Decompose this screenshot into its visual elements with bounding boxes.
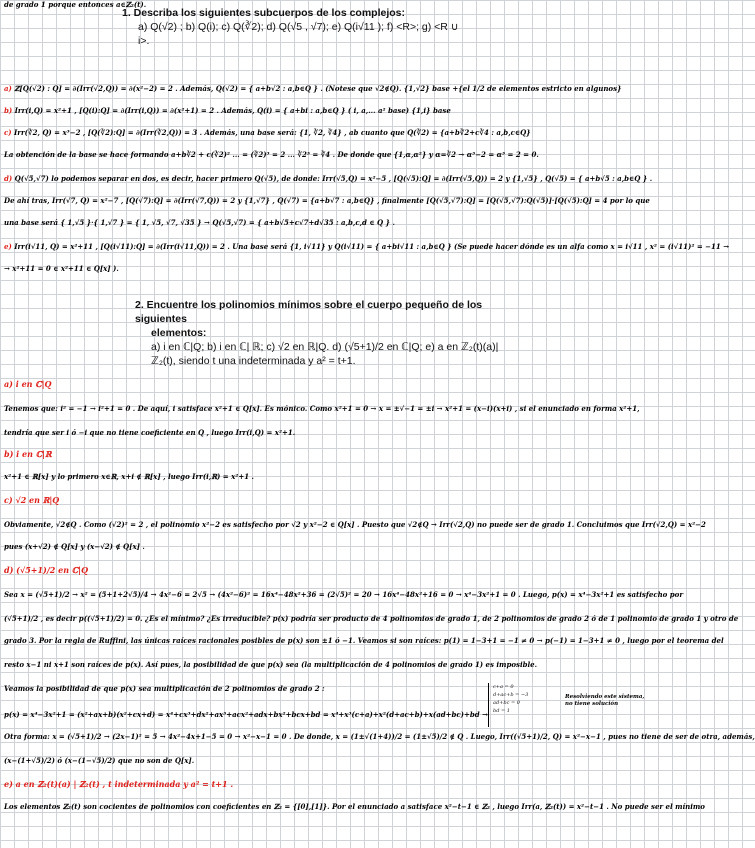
answer-line <box>4 780 652 789</box>
answer-text: resto x−1 ni x+1 son raíces de p(x). Así pues, la posibilidad de que p(x) sea (la multiplicación de 4 polinomios de grado 1) es imposible. <box>4 660 538 669</box>
answer-label: c) <box>4 495 13 505</box>
question-1-items: a) Q(√2) ; b) Q(i); c) Q(∛2); d) Q(√5 , √7); e) Q(i√11 ); f) <R>; g) <R ∪ <box>138 21 459 33</box>
answer-line <box>4 128 652 137</box>
question-2-title: 2. Encuentre los polinomios mínimos sobre el cuerpo pequeño de los siguientes <box>135 299 483 325</box>
answer-line <box>4 566 652 575</box>
question-2-items: a) i en ℂ|Q; b) i en ℂ| ℝ; c) √2 en ℝ|Q. d) (√5+1)/2 en ℂ|Q; e) a en ℤ₂(t)(a)| <box>151 341 499 353</box>
question-2 <box>135 298 535 368</box>
equation-system <box>488 683 558 727</box>
equation-line: bd = 1 <box>493 708 510 714</box>
answer-line <box>4 84 652 93</box>
answer-line <box>4 802 705 811</box>
answer-text: → x²+11 = 0 ∈ x²+11 ∈ Q[x] ). <box>4 264 119 273</box>
answer-line <box>4 450 652 459</box>
answer-line <box>4 542 652 551</box>
answer-text: La obtención de la base se hace formando a+b∛2 + c(∛2)² ... = (∛2)³ = 2 ... ∛2³ = ∛4 . De donde que {1,α,α²} y α=∛2 → α³−2 = α³ = 2 = 0. <box>4 150 539 159</box>
answer-label: b) <box>4 449 14 459</box>
answer-text: x²+1 ∈ ℝ[x] y lo primero x∈ℝ, x+i ∉ ℝ[x] , luego Irr(i,ℝ) = x²+1 . <box>4 472 254 481</box>
answer-text: Los elementos ℤ₂(t) son cocientes de polinomios con coeficientes en ℤ₂ = {[0],[1]}. Por el enunciado a satisface x²−t−1 ∈ ℤ₂ , luego Irr(a, ℤ₂(t)) = x²−t−1 . No puede ser el mínimo <box>4 802 705 811</box>
answer-text: p(x) = x⁴−3x²+1 = (x²+ax+b)(x²+cx+d) = x⁴+cx³+dx²+ax³+acx²+adx+bx²+bcx+bd = x⁴+x³(c+a)+x²(d+ac+b)+x(ad+bc)+bd → <box>4 710 488 719</box>
answer-text: ℤ[Q(√2) : Q] = ∂(Irr(√2,Q)) = ∂(x²−2) = 2 . Además, Q(√2) = { a+b√2 : a,b∈Q } . (Notese que √2∉Q). {1,√2} base +{el 1/2 de elementos estricto en algunos} <box>11 84 622 93</box>
answer-line <box>4 150 652 159</box>
answer-line <box>4 732 755 741</box>
answer-line <box>4 106 652 115</box>
answer-label: a) <box>4 379 13 389</box>
answer-line <box>4 380 652 389</box>
answer-label: d) <box>4 174 13 183</box>
answer-line <box>4 636 724 645</box>
answer-text: Irr(i√11, Q) = x²+11 , [Q(i√11):Q] = ∂(Irr(i√11,Q)) = 2 . Una base será {1, i√11} y Q(i√11) = { a+bi√11 : a,b∈Q } (Se puede hacer dónde es un alfa como x = i√11 , x² = (i√11)² = −11 → <box>11 242 730 251</box>
answer-line <box>4 660 652 669</box>
answer-line <box>4 520 706 529</box>
equation-system-note: Resolviendo este sistema, no tiene solución <box>565 694 645 707</box>
equation-line: d+ac+b = −3 <box>493 692 529 698</box>
answer-text: Obviamente, √2∉Q . Como (√2)² = 2 , el polinomio x²−2 es satisfecho por √2 y x²−2 ∈ Q[x] . Puesto que √2∉Q → Irr(√2,Q) no puede ser de grado 1. Concluimos que Irr(√2,Q) = x²−2 <box>4 520 706 529</box>
answer-text: una base será { 1,√5 }·{ 1,√7 } = { 1, √5, √7, √35 } → Q(√5,√7) = { a+b√5+c√7+d√35 : a,b,c,d ∈ Q } . <box>4 218 395 227</box>
equation-line: ad+bc = 0 <box>493 700 520 706</box>
answer-label: e) <box>4 779 13 789</box>
answer-text: (x−(1+√5)/2) ó (x−(1−√5)/2) que no son de Q[x]. <box>4 756 195 765</box>
answer-text: a en ℤ₂(t)(a) | ℤ₂(t) , t indeterminada y a² = t+1 . <box>12 779 234 789</box>
answer-text: de grado 1 porque entonces a∈ℤ₂(t). <box>4 0 147 9</box>
answer-text: Sea x = (√5+1)/2 → x² = (5+1+2√5)/4 → 4x²−6 = 2√5 → (4x²−6)² = 16x⁴−48x²+36 = (2√5)² = 20 → 16x⁴−48x²+16 = 0 → x⁴−3x²+1 = 0 . Luego, p(x) = x⁴−3x²+1 es satisfecho por <box>4 590 684 599</box>
answer-text: (√5+1)/2 , es decir p((√5+1)/2) = 0. ¿Es el mínimo? ¿Es irreducible? p(x) podría ser producto de 4 polinomios de grado 1, de 2 polinomios de grado 2 ó de 1 polinomio de grado 1 y otro de <box>4 614 739 623</box>
answer-line <box>4 472 652 481</box>
answer-text: i en ℂ|ℝ <box>13 449 52 459</box>
answer-text: Tenemos que: i² = −1 → i²+1 = 0 . De aquí, i satisface x²+1 ∈ Q[x]. Es mónico. Como x²+1 = 0 → x = ±√−1 = ±i → x²+1 = (x−i)(x+i) , si el enunciado en forma x²+1, <box>4 404 640 413</box>
answer-text: i en ℂ|Q <box>12 379 52 389</box>
question-2-title-cont: elementos: <box>151 327 207 339</box>
answer-line <box>4 404 652 413</box>
answer-text: tendría que ser i ó −i que no tiene coeficiente en Q , luego Irr(i,Q) = x²+1. <box>4 428 296 437</box>
answer-text: Irr(i,Q) = x²+1 , [Q(i):Q] = ∂(Irr(i,Q)) = ∂(x²+1) = 2 . Además, Q(i) = { a+bi : a,b∈Q } ( i, a,... a² base) {1,i} base <box>12 106 451 115</box>
answer-line <box>4 264 652 273</box>
answer-text: Irr(∛2, Q) = x³−2 , [Q(∛2):Q] = ∂(Irr(∛2,Q)) = 3 . Además, una base será: {1, ∛2, ∛4} , ab cuanto que Q(∛2) = {a+b∛2+c∛4 : a,b,c∈Q} <box>11 128 531 137</box>
answer-line <box>4 590 684 599</box>
answer-line <box>4 242 730 251</box>
answer-text: √2 en ℝ|Q <box>12 495 60 505</box>
answer-line <box>4 218 652 227</box>
equation-line: c+a = 0 <box>493 684 514 690</box>
answer-label: d) <box>4 565 14 575</box>
question-1-items-cont: i>. <box>138 35 150 47</box>
answer-label: c) <box>4 128 12 137</box>
answer-line <box>4 428 652 437</box>
question-1-title: 1. Describa los siguientes subcuerpos de los complejos: <box>122 7 406 19</box>
question-1 <box>122 6 542 48</box>
answer-text: Otra forma: x = (√5+1)/2 → (2x−1)² = 5 → 4x²−4x+1−5 = 0 → x²−x−1 = 0 . De donde, x = (1±√(1+4))/2 = (1±√5)/2 ∉ Q . Luego, Irr((√5+1)/2, Q) = x²−x−1 , pues no tiene de ser de otra, además, <box>4 732 755 741</box>
answer-label: e) <box>4 242 12 251</box>
answer-text: (√5+1)/2 en ℂ|Q <box>13 565 89 575</box>
answer-line <box>4 614 739 623</box>
answer-text: pues (x+√2) ∉ Q[x] y (x−√2) ∉ Q[x] . <box>4 542 145 551</box>
answer-label: a) <box>4 84 12 93</box>
answer-text: Q(√5,√7) lo podemos separar en dos, es decir, hacer primero Q(√5), de donde: Irr(√5,Q) = x²−5 , [Q(√5):Q] = ∂(Irr(√5,Q)) = 2 y {1,√5} , Q(√5) = { a+b√5 : a,b∈Q } . <box>12 174 653 183</box>
answer-label: b) <box>4 106 13 115</box>
answer-line <box>4 174 652 183</box>
answer-text: grado 3. Por la regla de Ruffini, las únicas raíces racionales posibles de p(x) son ±1 ó −1. Veamos si son raíces: p(1) = 1−3+1 = −1 ≠ 0 → p(−1) = 1−3+1 ≠ 0 , luego por el teorema del <box>4 636 724 645</box>
answer-line <box>4 0 652 9</box>
answer-line <box>4 756 652 765</box>
answer-text: De ahí tras, Irr(√7, Q) = x²−7 , [Q(√7):Q] = ∂(Irr(√7,Q)) = 2 y {1,√7} , Q(√7) = {a+b√7 : a,b∈Q} , finalmente [Q(√5,√7):Q] = [Q(√5,√7):Q(√5)]·[Q(√5):Q] = 4 por lo que <box>4 196 650 205</box>
answer-line <box>4 496 652 505</box>
answer-line <box>4 196 652 205</box>
question-2-items-cont: ℤ₂(t), siendo t una indeterminada y a² = t+1. <box>151 355 356 367</box>
answer-text: Veamos la posibilidad de que p(x) sea multiplicación de 2 polinomios de grado 2 : <box>4 684 325 693</box>
